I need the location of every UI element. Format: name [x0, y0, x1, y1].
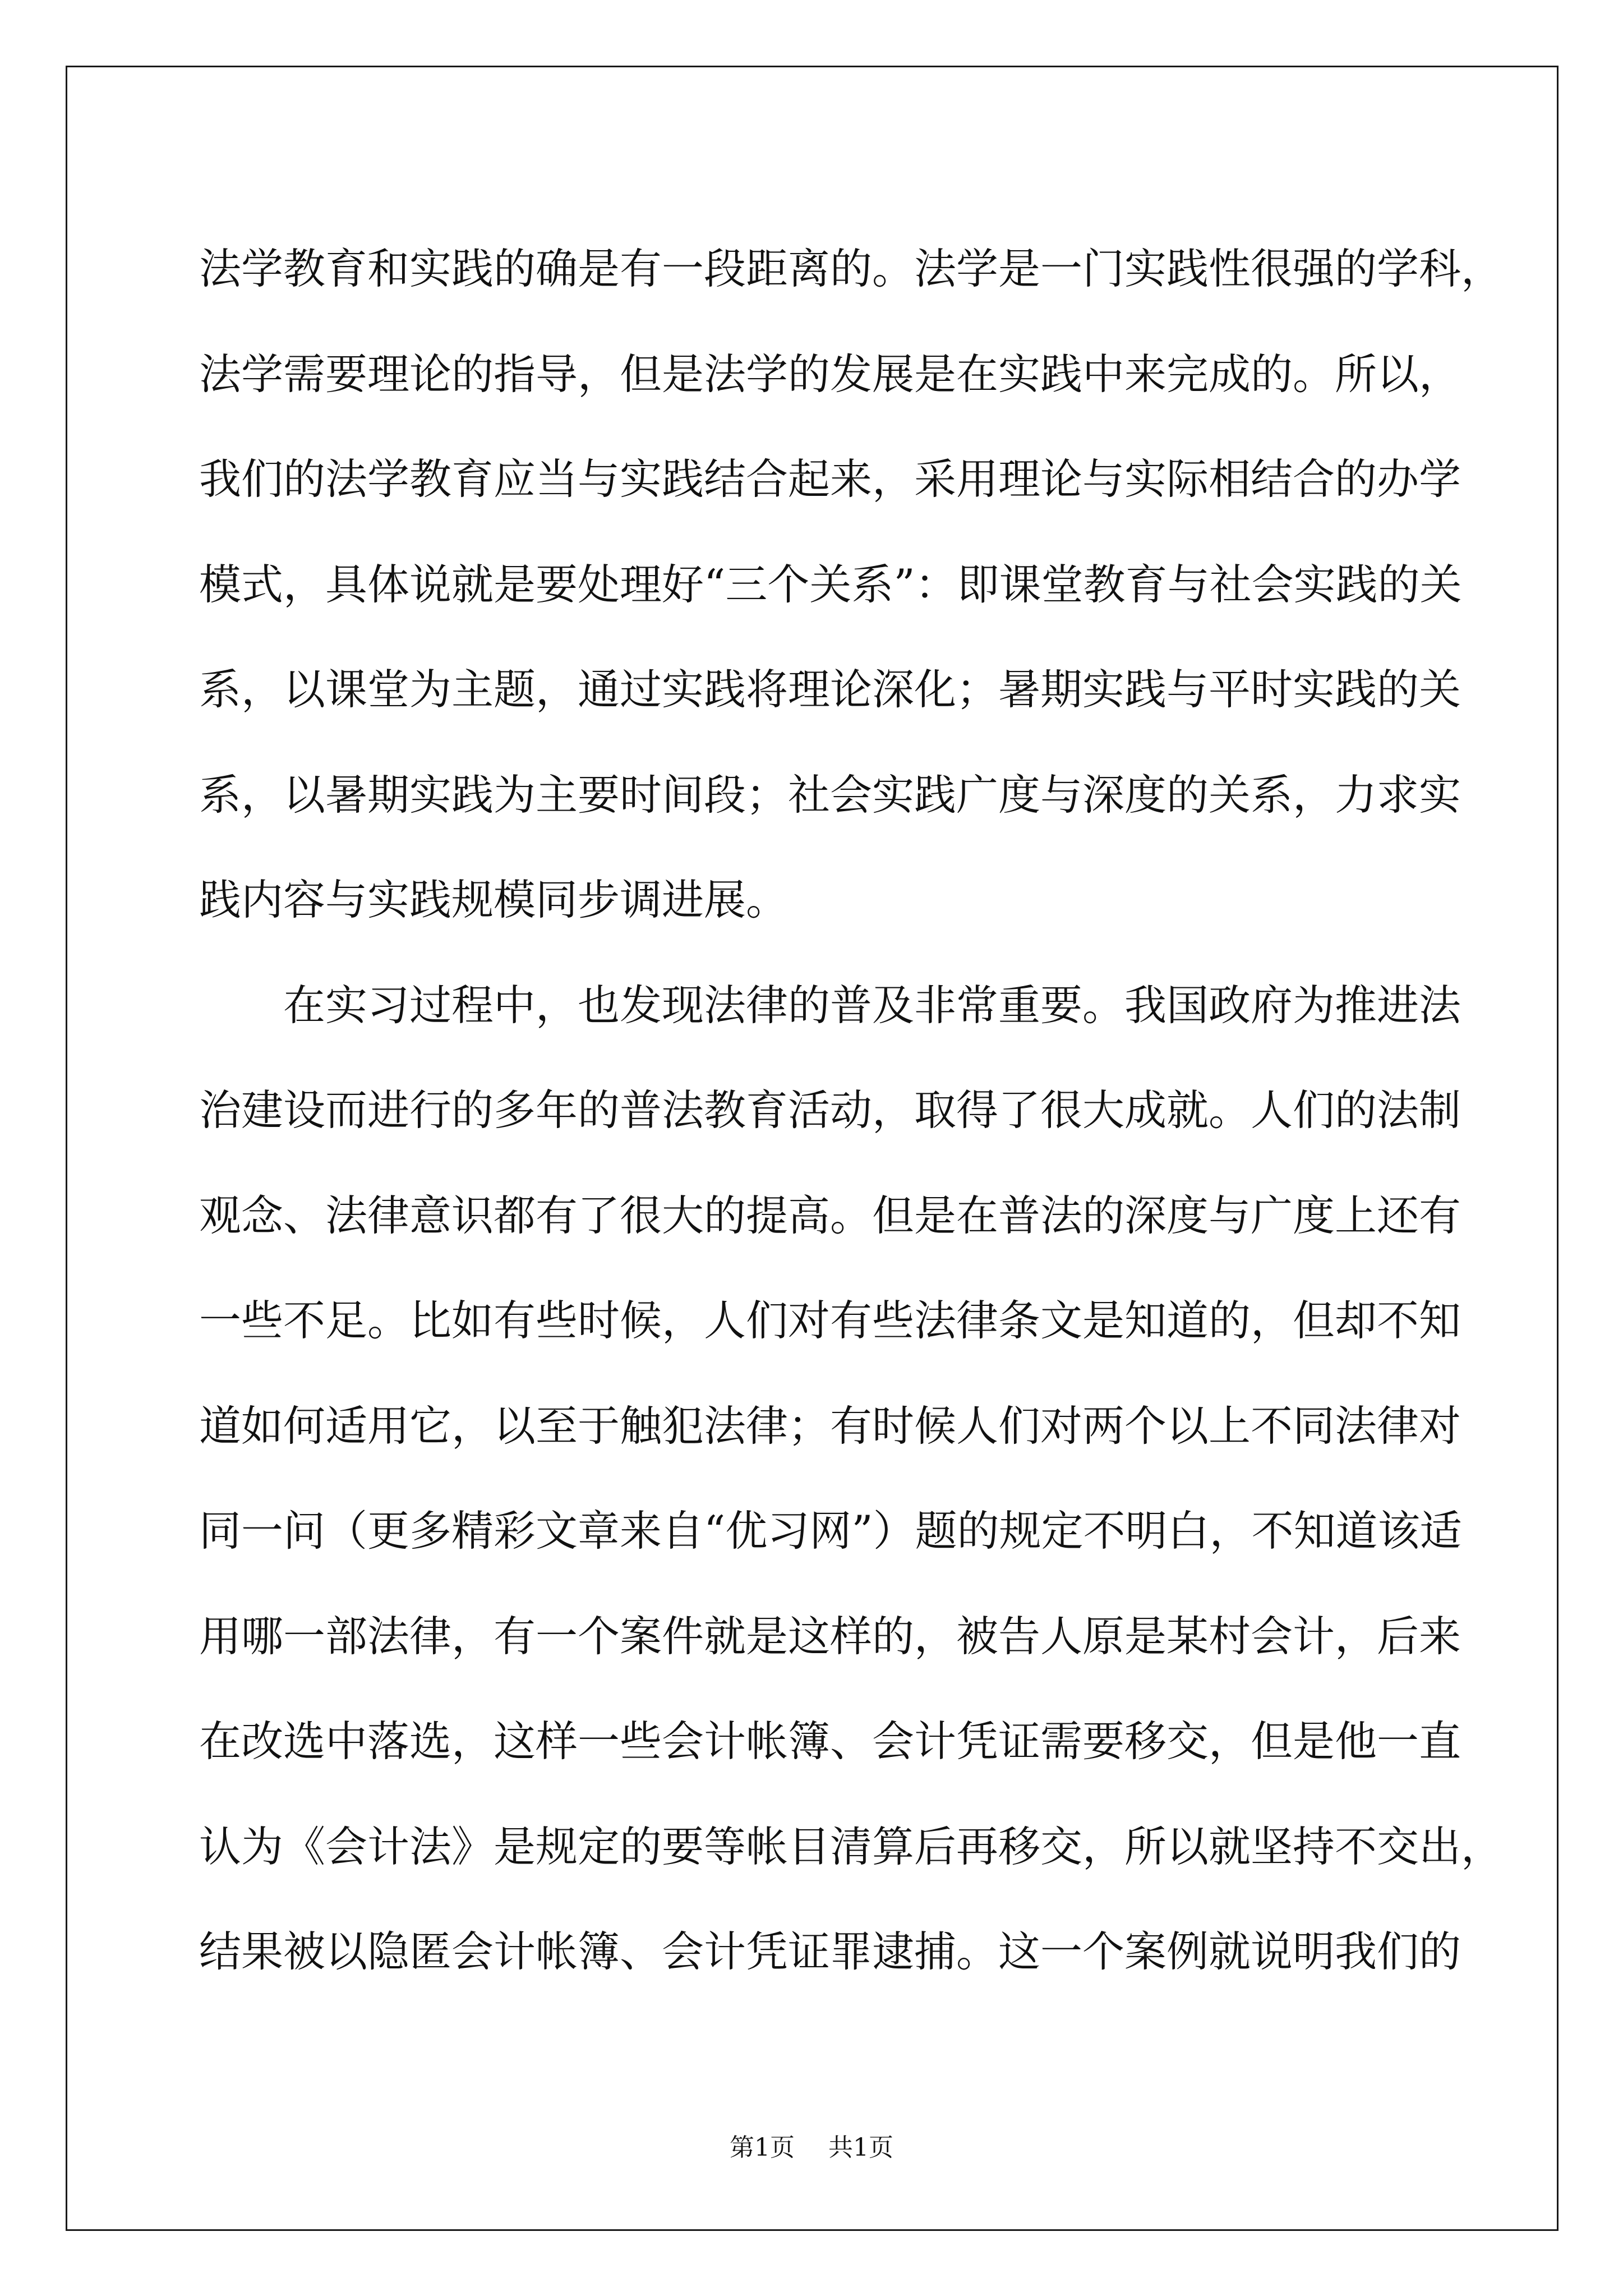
text-line: 结果被以隐匿会计帐簿、会计凭证罪逮捕。这一个案例就说明我们的	[199, 1927, 1461, 1976]
text-line: 系，以课堂为主题，通过实践将理论深化；暑期实践与平时实践的关	[199, 665, 1461, 714]
text-line: 法学教育和实践的确是有一段距离的。法学是一门实践性很强的学科，	[199, 244, 1504, 293]
page-total: 共1页	[828, 2133, 893, 2162]
text-line: 法学需要理论的指导，但是法学的发展是在实践中来完成的。所以，	[199, 349, 1461, 399]
text-line: 观念、法律意识都有了很大的提高。但是在普法的深度与广度上还有	[199, 1190, 1461, 1240]
text-line: 同一问（更多精彩文章来自“优习网”）题的规定不明白，不知道该适	[199, 1506, 1462, 1556]
text-line: 治建设而进行的多年的普法教育活动，取得了很大成就。人们的法制	[199, 1085, 1461, 1135]
text-line: 道如何适用它，以至于触犯法律；有时候人们对两个以上不同法律对	[199, 1401, 1461, 1451]
text-line: 系，以暑期实践为主要时间段；社会实践广度与深度的关系，力求实	[199, 770, 1461, 820]
text-line: 在改选中落选，这样一些会计帐簿、会计凭证需要移交，但是他一直	[199, 1717, 1461, 1766]
text-line: 我们的法学教育应当与实践结合起来，采用理论与实际相结合的办学	[199, 454, 1461, 504]
text-line: 践内容与实践规模同步调进展。	[199, 875, 789, 924]
page-number: 第1页	[730, 2133, 795, 2162]
text-line: 在实习过程中，也发现法律的普及非常重要。我国政府为推进法	[283, 980, 1461, 1030]
text-line: 模式，具体说就是要处理好“三个关系”：即课堂教育与社会实践的关	[199, 559, 1462, 609]
text-line: 认为《会计法》是规定的要等帐目清算后再移交，所以就坚持不交出，	[199, 1821, 1504, 1871]
page-footer	[0, 2127, 1623, 2163]
text-line: 一些不足。比如有些时候，人们对有些法律条文是知道的，但却不知	[199, 1296, 1461, 1345]
text-line: 用哪一部法律，有一个案件就是这样的，被告人原是某村会计，后来	[199, 1611, 1461, 1661]
body-text	[199, 217, 1504, 2005]
